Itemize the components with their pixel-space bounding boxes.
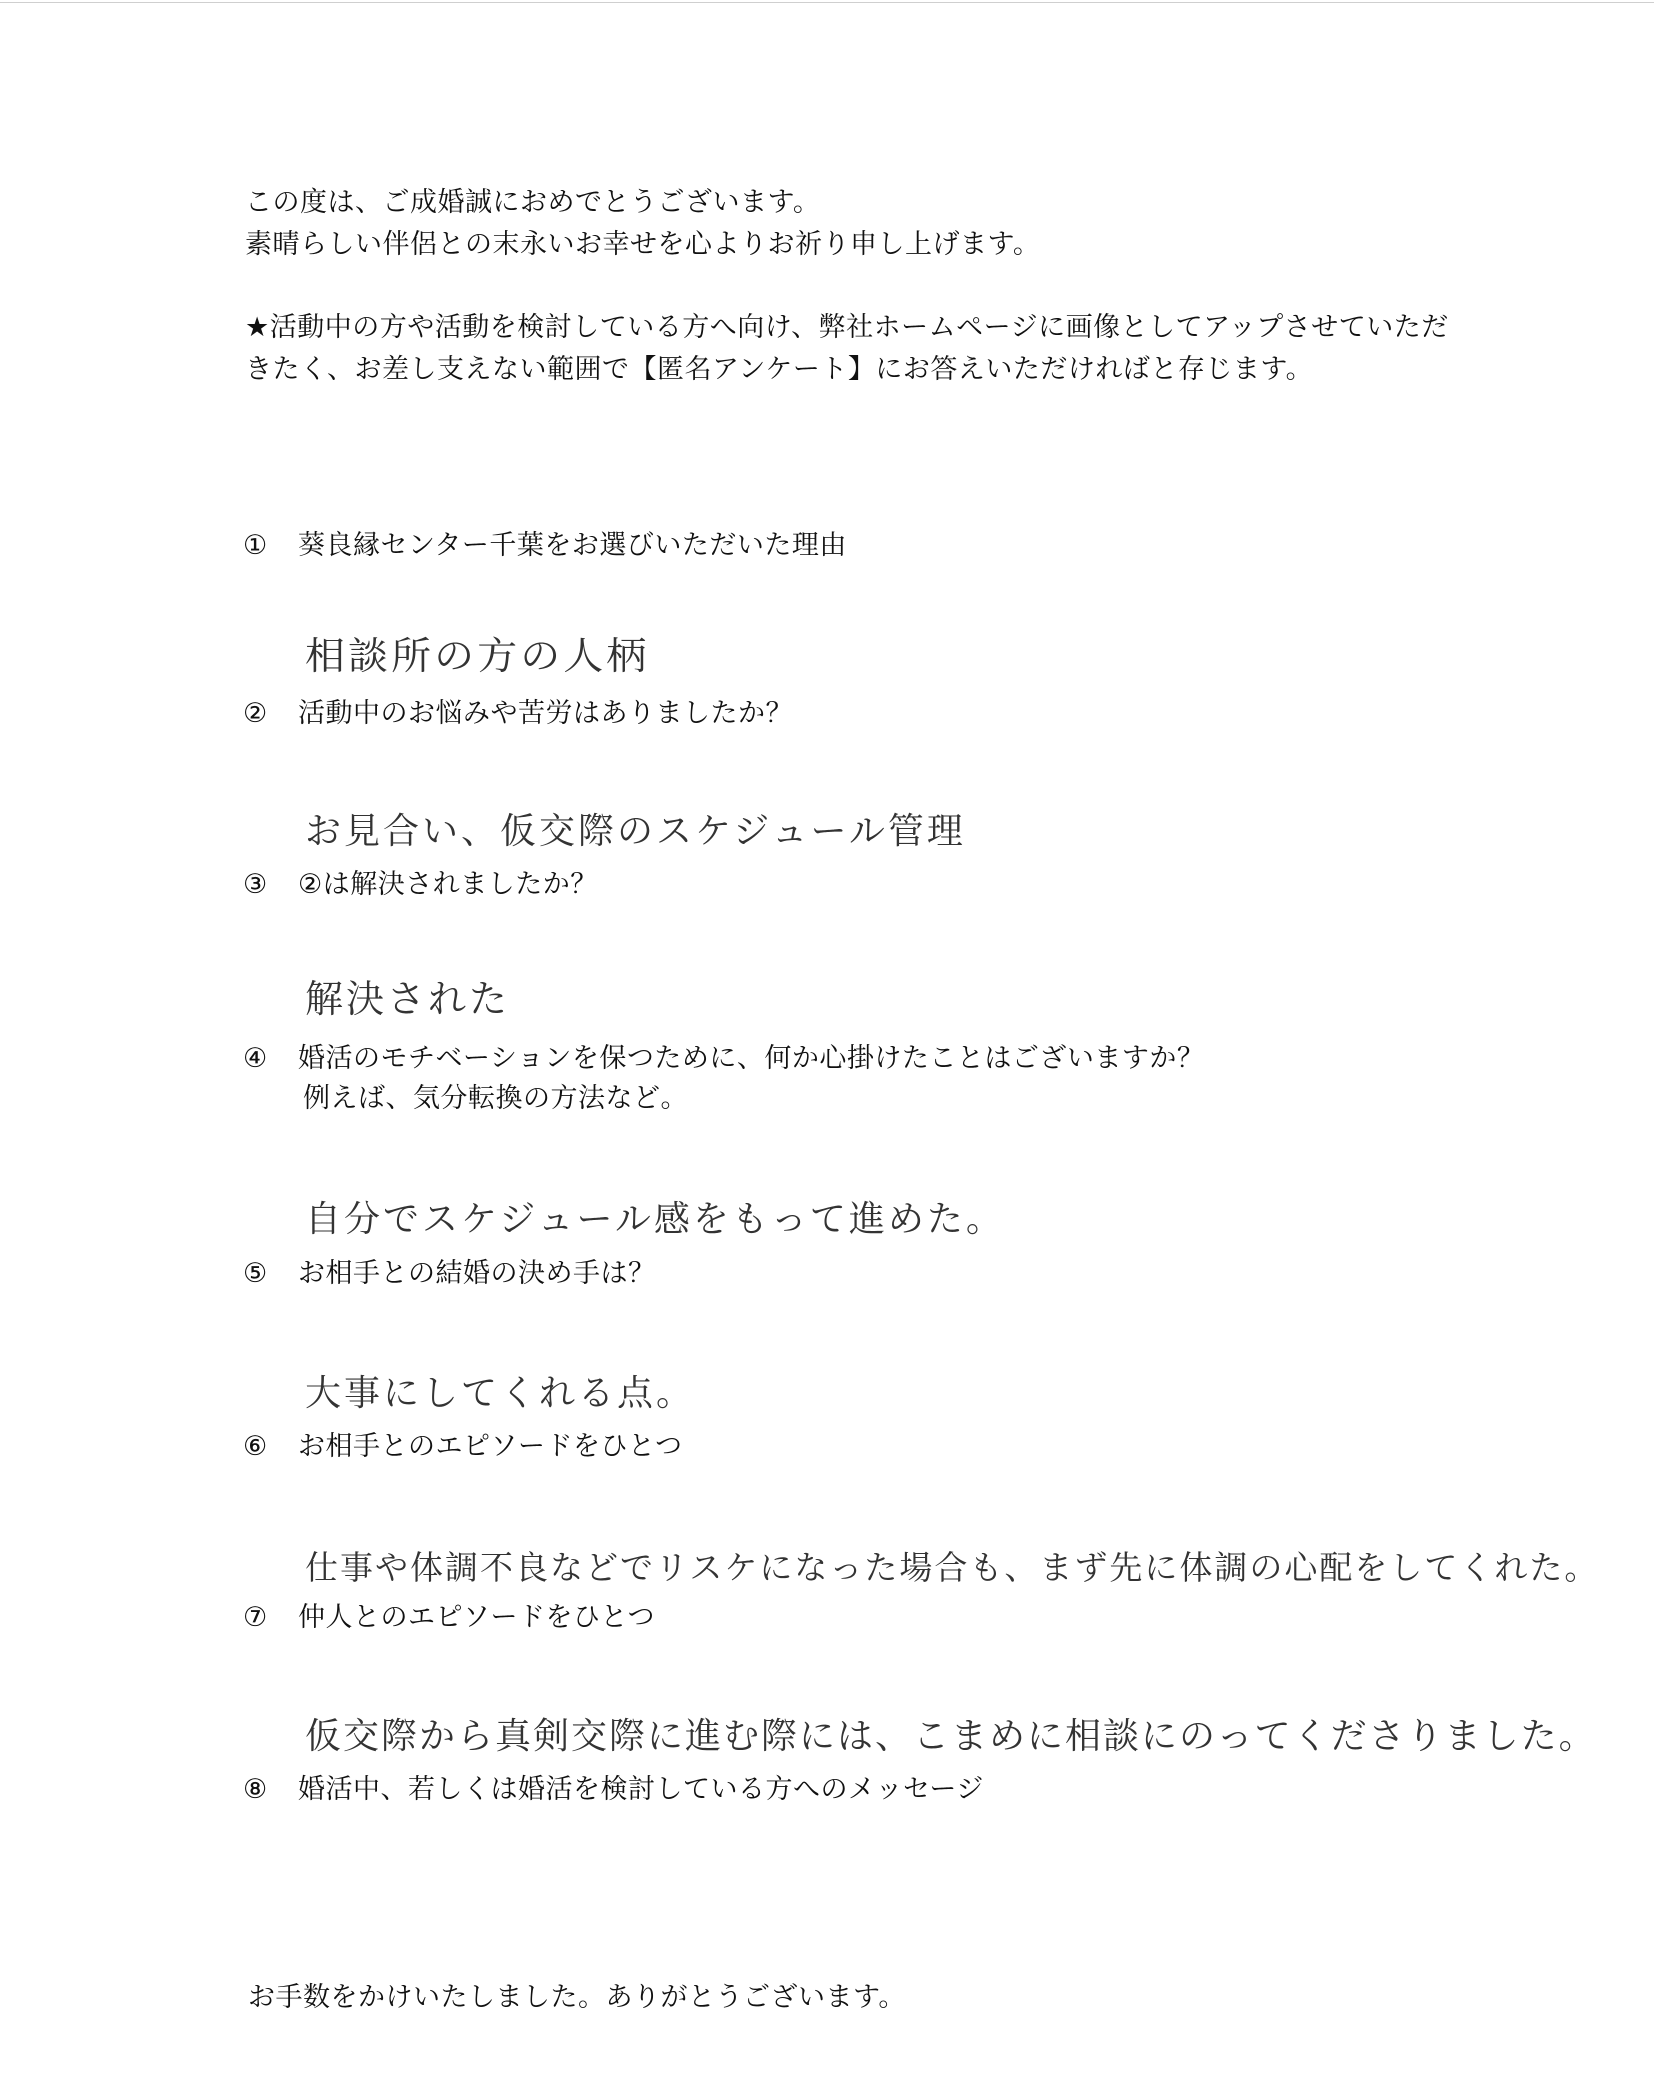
answer-3-handwritten: 解決された: [305, 977, 511, 1021]
question-6: [243, 1427, 682, 1467]
question-number: ⑧: [243, 1774, 268, 1805]
question-number: ③: [243, 869, 268, 900]
question-number: ⑥: [243, 1431, 268, 1462]
question-7: [243, 1598, 655, 1638]
greeting-line-1: この度は、ご成婚誠におめでとうございます。: [245, 187, 821, 218]
question-text: 婚活のモチベーションを保つために、何か心掛けたことはございますか？: [298, 1043, 1205, 1074]
scan-edge-line: [0, 2, 1654, 3]
question-number: ⑤: [243, 1258, 268, 1289]
question-4: [243, 1039, 1204, 1119]
question-text: お相手とのエピソードをひとつ: [298, 1431, 683, 1462]
question-number: ⑦: [243, 1602, 268, 1633]
answer-1-handwritten: 相談所の方の人柄: [305, 634, 650, 678]
question-2: [243, 694, 793, 734]
answer-4-handwritten: 自分でスケジュール感をもって進めた。: [305, 1199, 1005, 1240]
answer-2-handwritten: お見合い、仮交際のスケジュール管理: [305, 811, 966, 852]
question-text: 仲人とのエピソードをひとつ: [298, 1602, 655, 1633]
answer-5-handwritten: 大事にしてくれる点。: [305, 1373, 696, 1414]
question-number: ④: [243, 1043, 268, 1074]
question-text: お相手との結婚の決め手は？: [298, 1258, 656, 1289]
closing-message: お手数をかけいたしました。ありがとうございます。: [248, 1982, 906, 2013]
question-text: 葵良縁センター千葉をお選びいただいた理由: [298, 530, 847, 561]
question-number: ②: [243, 698, 268, 729]
question-number: ①: [243, 530, 268, 561]
greeting-line-2: 素晴らしい伴侶との末永いお幸せを心よりお祈り申し上げます。: [245, 229, 1041, 260]
question-8: [243, 1770, 984, 1810]
answer-7-handwritten: 仮交際から真剣交際に進む際には、こまめに相談にのってくださりました。: [305, 1716, 1597, 1757]
question-text: 活動中のお悩みや苦労はありましたか？: [298, 698, 793, 729]
notice-line-2: きたく、お差し支えない範囲で【匿名アンケート】にお答えいただければと存じます。: [245, 354, 1314, 385]
question-1: [243, 526, 847, 566]
question-text: 婚活中、若しくは婚活を検討している方へのメッセージ: [298, 1774, 984, 1805]
question-text: ②は解決されましたか？: [298, 869, 598, 900]
answer-6-handwritten: 仕事や体調不良などでリスケになった場合も、まず先に体調の心配をしてくれた。: [305, 1548, 1600, 1587]
question-5: [243, 1254, 656, 1294]
question-3: [243, 865, 598, 905]
question-subtext: 例えば、気分転換の方法など。: [303, 1083, 688, 1114]
notice-line-1: ★活動中の方や活動を検討している方へ向け、弊社ホームページに画像としてアップさせていただ: [245, 312, 1449, 343]
